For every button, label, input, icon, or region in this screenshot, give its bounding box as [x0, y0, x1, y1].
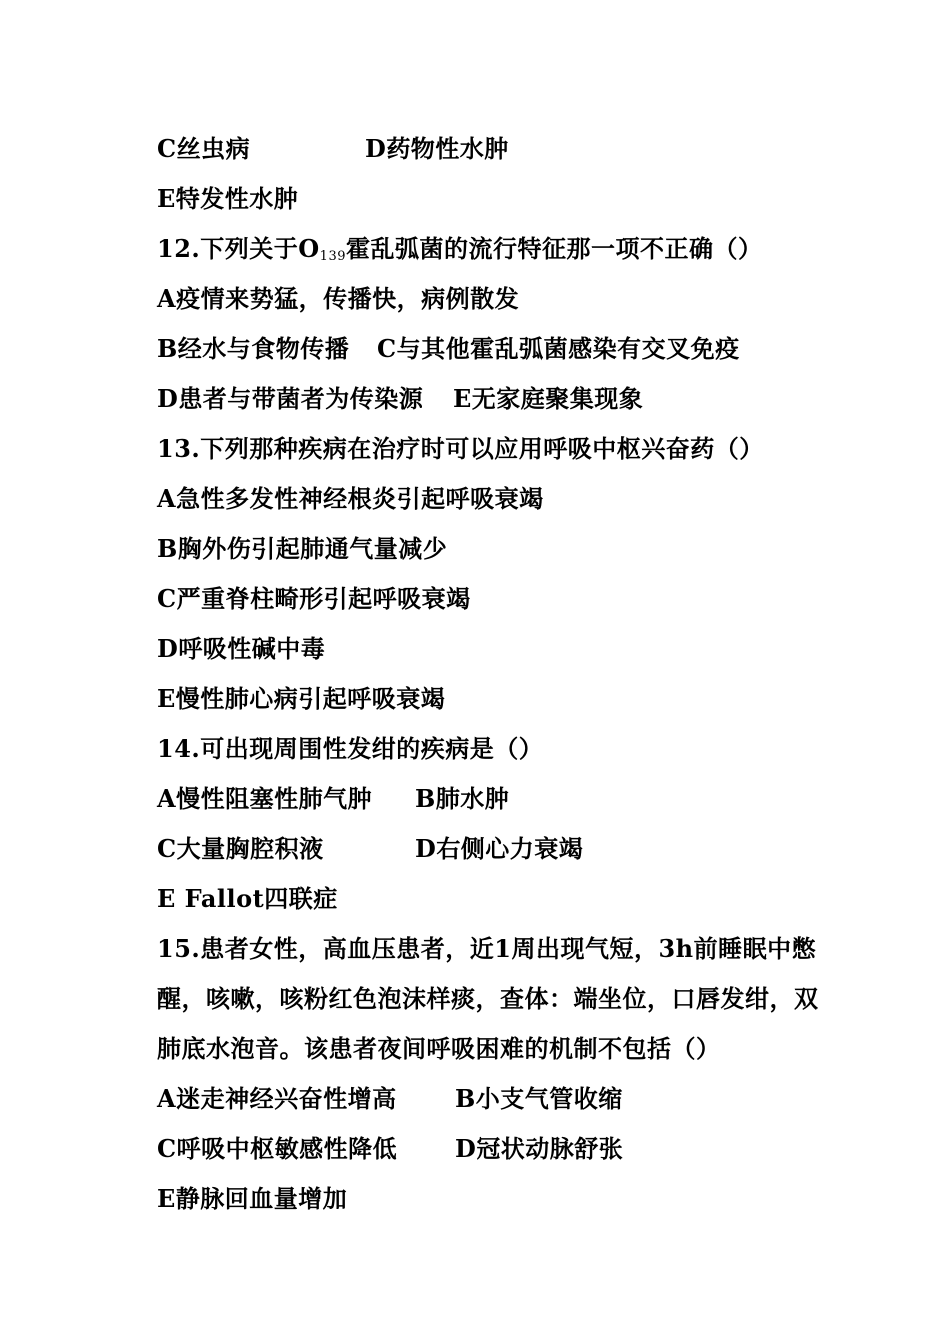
q14-options-ab [157, 784, 510, 814]
q11-option-c: C丝虫病 [157, 134, 251, 163]
q14-option-b: B肺水肿 [415, 784, 510, 813]
q15-option-a: A迷走神经兴奋性增高 [157, 1084, 397, 1113]
q15-stem-line-2: 醒，咳嗽，咳粉红色泡沫样痰，查体：端坐位，口唇发绀，双 [157, 984, 819, 1013]
q12-option-c: C与其他霍乱弧菌感染有交叉免疫 [377, 334, 740, 363]
q13-option-e: E慢性肺心病引起呼吸衰竭 [157, 684, 446, 713]
q14-option-d: D右侧心力衰竭 [415, 834, 584, 863]
q15-option-e: E静脉回血量增加 [157, 1184, 348, 1213]
q15-option-b: B小支气管收缩 [455, 1084, 623, 1113]
q12-stem-post: 霍乱弧菌的流行特征那一项不正确（） [346, 234, 763, 263]
q14-stem: 14.可出现周围性发绀的疾病是（） [157, 734, 544, 763]
q13-option-d: D呼吸性碱中毒 [157, 634, 326, 663]
q14-option-e: E Fallot四联症 [157, 884, 338, 913]
q12-options-de [157, 384, 644, 414]
q12-option-b: B经水与食物传播 [157, 334, 350, 363]
q15-options-ab [157, 1084, 623, 1114]
q15-stem-line-1: 15.患者女性，高血压患者，近1周出现气短，3h前睡眠中憋 [157, 934, 817, 963]
q15-option-d: D冠状动脉舒张 [455, 1134, 624, 1163]
q11-options-cd [157, 134, 509, 164]
q13-option-b: B胸外伤引起肺通气量减少 [157, 534, 448, 563]
q15-options-cd [157, 1134, 624, 1164]
q11-option-d: D药物性水肿 [365, 134, 509, 163]
q11-option-e: E特发性水肿 [157, 184, 299, 213]
q12-option-d: D患者与带菌者为传染源 [157, 384, 424, 413]
q14-options-cd [157, 834, 584, 864]
q12-stem-subscript: 139 [319, 249, 346, 264]
q12-options-bc [157, 334, 740, 364]
q13-stem: 13.下列那种疾病在治疗时可以应用呼吸中枢兴奋药（） [157, 434, 764, 463]
q15-stem-line-3: 肺底水泡音。该患者夜间呼吸困难的机制不包括（） [157, 1034, 721, 1063]
q12-option-a: A疫情来势猛，传播快，病例散发 [157, 284, 520, 313]
q12-stem-pre: 12.下列关于O [157, 234, 320, 263]
q12-option-e: E无家庭聚集现象 [453, 384, 644, 413]
q15-option-c: C呼吸中枢敏感性降低 [157, 1134, 398, 1163]
q13-option-c: C严重脊柱畸形引起呼吸衰竭 [157, 584, 471, 613]
q13-option-a: A急性多发性神经根炎引起呼吸衰竭 [157, 484, 544, 513]
q14-option-c: C大量胸腔积液 [157, 834, 324, 863]
q14-option-a: A慢性阻塞性肺气肿 [157, 784, 373, 813]
q12-stem [157, 234, 763, 264]
